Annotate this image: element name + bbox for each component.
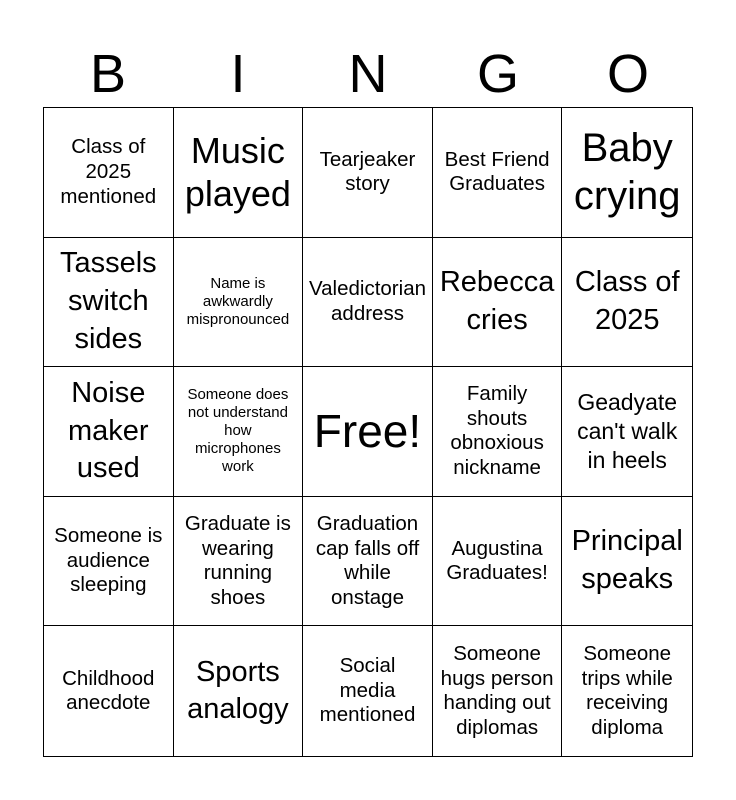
bingo-cell[interactable]: Best Friend Graduates xyxy=(433,108,563,238)
bingo-cell[interactable]: Augustina Graduates! xyxy=(433,497,563,627)
bingo-cell[interactable]: Someone trips while receiving diploma xyxy=(581,642,673,739)
header-letter-g: G xyxy=(476,44,519,104)
bingo-cell[interactable]: Noise maker used xyxy=(44,367,174,497)
bingo-cell[interactable]: Class of 2025 xyxy=(562,238,692,368)
header-letter-i: I xyxy=(230,44,246,104)
free-space-cell[interactable]: Free! xyxy=(303,367,433,497)
bingo-cell[interactable]: Valedictorian address xyxy=(303,238,433,368)
bingo-cell[interactable]: Rebecca cries xyxy=(433,238,563,368)
bingo-cell[interactable]: Someone does not understand how microphones work xyxy=(174,367,304,497)
bingo-cell[interactable]: Geadyate can't walk in heels xyxy=(562,367,692,497)
bingo-header xyxy=(43,40,693,108)
header-letter-b: B xyxy=(89,44,127,104)
bingo-cell[interactable]: Baby crying xyxy=(562,108,692,238)
header-letter-o: O xyxy=(606,44,649,104)
bingo-cell[interactable]: Social media mentioned xyxy=(303,626,433,756)
bingo-cell[interactable]: Someone is audience sleeping xyxy=(44,497,174,627)
bingo-cell[interactable]: Graduate is wearing running shoes xyxy=(174,497,304,627)
bingo-cell[interactable]: Childhood anecdote xyxy=(44,626,174,756)
bingo-board xyxy=(43,107,693,757)
bingo-cell[interactable]: Music played xyxy=(174,108,304,238)
bingo-cell[interactable]: Tassels switch sides xyxy=(44,238,174,368)
bingo-cell[interactable]: Graduation cap falls off while onstage xyxy=(303,497,433,627)
bingo-cell[interactable]: Principal speaks xyxy=(562,497,692,627)
bingo-cell[interactable]: Name is awkwardly mispronounced xyxy=(174,238,304,368)
bingo-cell[interactable]: Someone hugs person handing out diplomas xyxy=(433,626,563,756)
bingo-cell[interactable]: Family shouts obnoxious nickname xyxy=(433,367,563,497)
bingo-cell[interactable]: Class of 2025 mentioned xyxy=(44,108,174,238)
header-letter-n: N xyxy=(348,44,388,104)
bingo-cell[interactable]: Sports analogy xyxy=(174,626,304,756)
bingo-cell[interactable]: Tearjeaker story xyxy=(303,108,433,238)
